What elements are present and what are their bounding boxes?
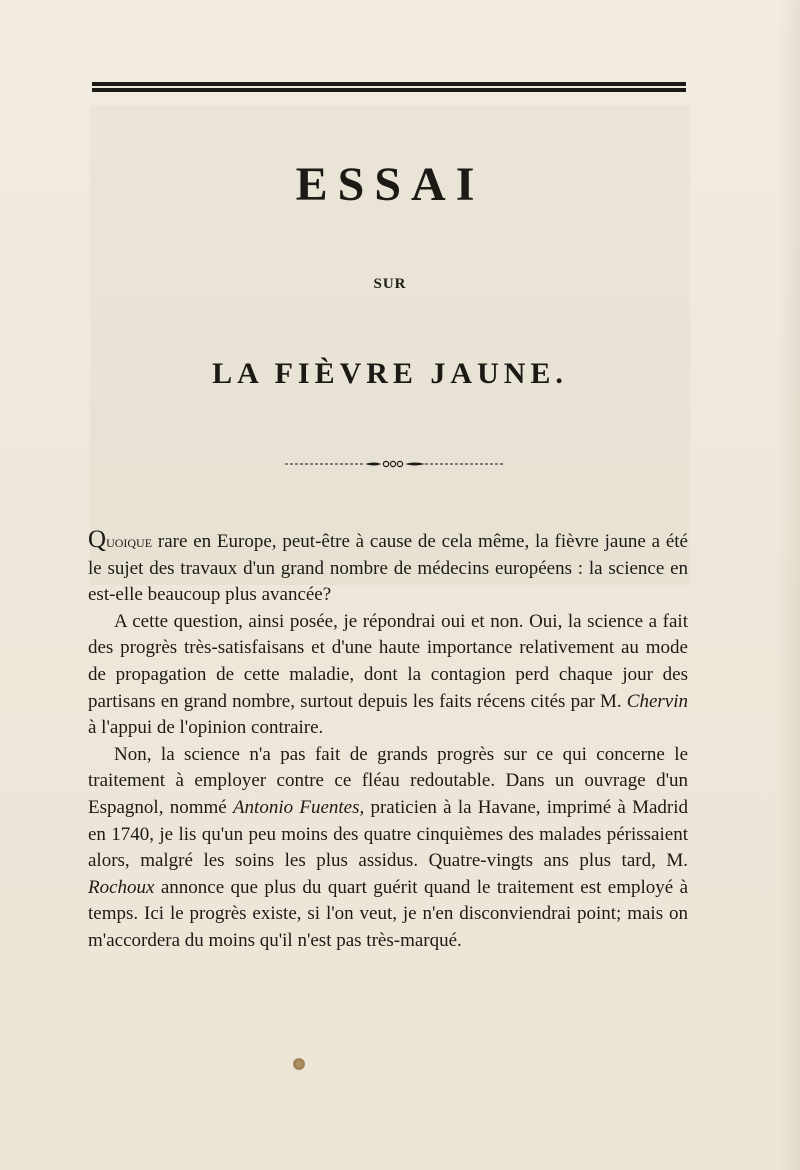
body-text [88,527,688,955]
paragraph-3-text-c: annonce que plus du quart guérit quand le traitement est employé à temps. Ici le progrès existe, si l'on veut, je n'en disconviendrai point; mais on m'accordera du moins qu'il n'est pas très-marqué. [88,876,688,951]
paper-stain [293,1058,305,1070]
paragraph-3-text-a: Non, la science n'a pas fait de grands progrès sur ce qui concerne le traitement à employer contre ce fléau redoutable. Dans un ouvrage d'un Espagnol, nommé [88,743,688,818]
paragraph-1-text: rare en Europe, peut-être à cause de cela même, la fièvre jaune a été le sujet des travaux d'un grand nombre de médecins européens : la science en est-elle beaucoup plus avancée? [88,531,688,606]
author-name-fuentes: Antonio Fuentes, [232,796,365,818]
paragraph-2-end: à l'appui de l'opinion contraire. [88,717,324,739]
author-name-chervin: Chervin [626,690,688,712]
header-rule [92,82,686,88]
paragraph-3 [88,742,688,955]
author-name-rochoux: Rochoux [88,876,155,898]
title-connector: SUR [373,276,407,292]
initial-word-rest: uoique [106,532,153,551]
ornament-divider [285,459,505,469]
page-edge-shadow [778,0,800,1170]
paragraph-2 [88,609,688,742]
initial-letter: Q [88,526,107,553]
page-subtitle: LA FIÈVRE JAUNE. [212,357,568,390]
paragraph-1 [88,527,688,609]
paragraph-3-text-b: praticien à la Havane, imprimé à Madrid en 1740, je lis qu'un peu moins des quatre cinquièmes des malades périssaient alors, malgré les soins les plus assidus. Quatre-vingts ans plus tard, M. [88,796,689,872]
page-title: ESSAI [295,158,485,211]
paragraph-2-text: A cette question, ainsi posée, je répondrai oui et non. Oui, la science a fait des progrès très-satisfaisans et d'une haute importance relativement au mode de propagation de cette maladie, dont la contagion perd chaque jour des partisans en grand nombre, surtout depuis les faits récens cités par M. [88,610,688,712]
